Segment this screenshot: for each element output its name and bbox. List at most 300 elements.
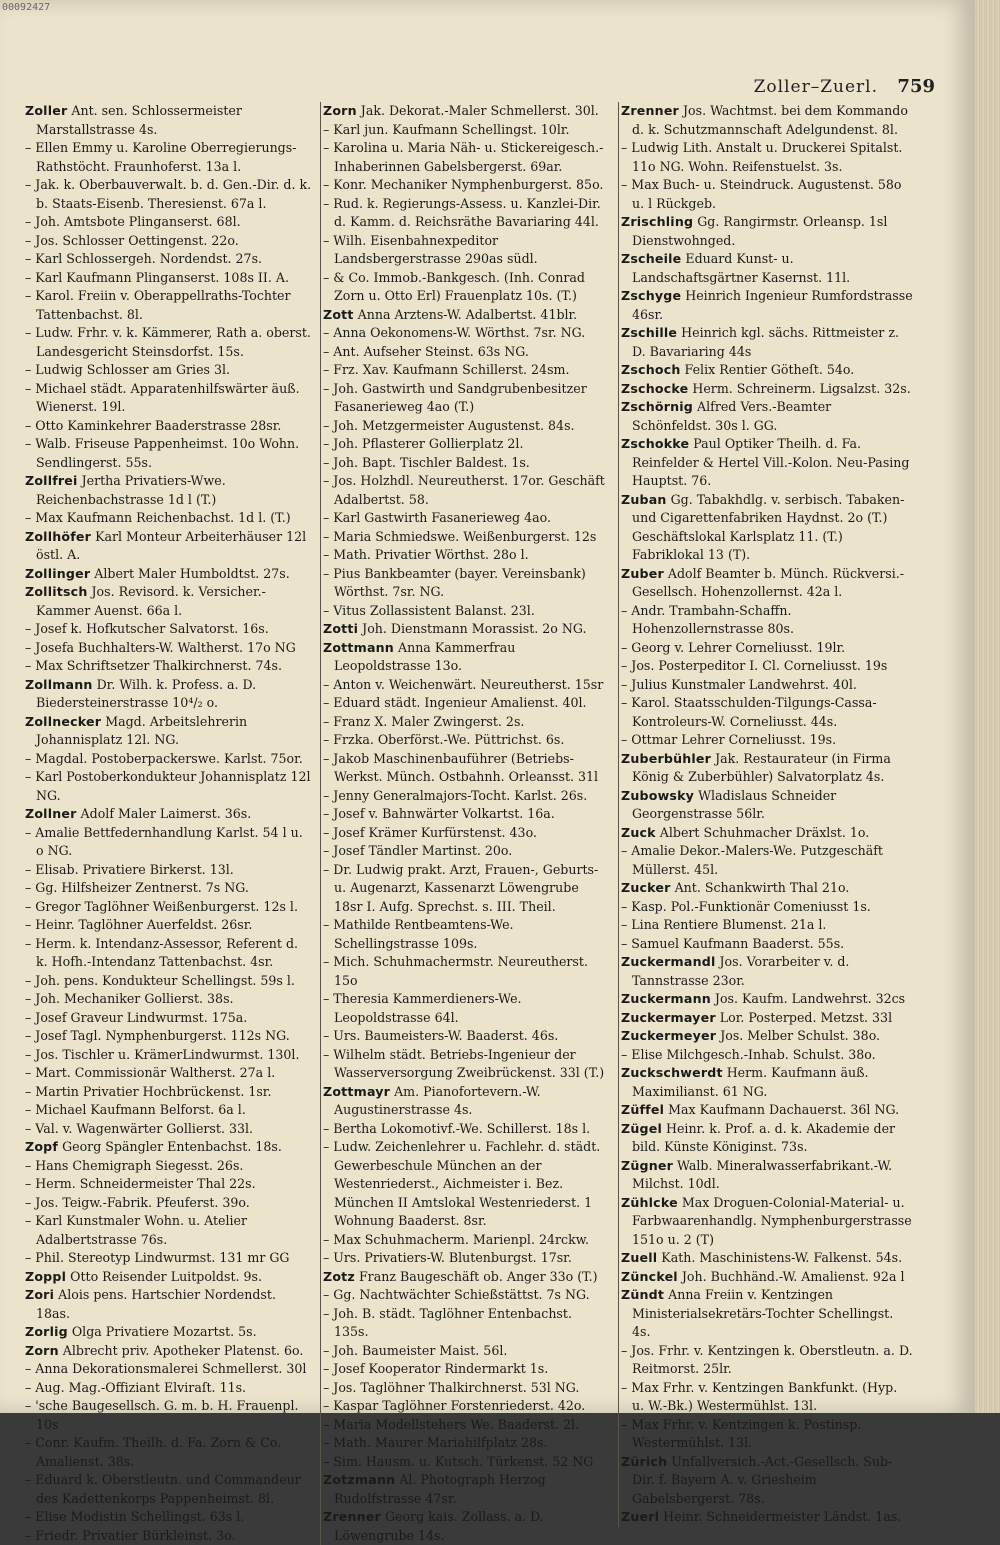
entry-text: – 'sche Baugesellsch. G. m. b. H. Frauenpl. 10s [25, 1398, 299, 1432]
entry-surname: Zollinger [25, 566, 90, 581]
directory-entry [621, 1453, 913, 1509]
entry-text: – & Co. Immob.-Bankgesch. (Inh. Conrad Zorn u. Otto Erl) Frauenplatz 10s. (T.) [323, 270, 585, 304]
entry-surname: Zollmann [25, 677, 93, 692]
entry-text: Gg. Tabakhdlg. v. serbisch. Tabaken- und Cigarettenfabriken Haydnst. 2o (T.) Geschäftslokal Karlsplatz 11. (T.) Fabriklokal 13 (T). [632, 492, 904, 563]
entry-surname: Zotti [323, 621, 358, 636]
directory-entry [323, 676, 610, 695]
directory-entry [323, 195, 610, 232]
directory-entry [621, 602, 913, 639]
entry-text: – Gg. Nachtwächter Schießstättst. 7s NG. [323, 1287, 590, 1302]
directory-entry [323, 916, 610, 953]
entry-text: – Joh. B. städt. Taglöhner Entenbachst. 135s. [323, 1306, 572, 1340]
directory-entry [25, 380, 313, 417]
entry-text: Anna Kammerfrau Leopoldstrasse 13o. [334, 640, 515, 674]
entry-text: – Magdal. Postoberpackerswe. Karlst. 75or. [25, 751, 303, 766]
directory-entry [25, 213, 313, 232]
entry-text: – Franz X. Maler Zwingerst. 2s. [323, 714, 524, 729]
directory-entry [621, 694, 913, 731]
entry-text: Alfred Vers.-Beamter Schönfeldst. 30s l. GG. [632, 399, 831, 433]
directory-entry [25, 509, 313, 528]
entry-surname: Züffel [621, 1102, 664, 1117]
directory-entry [621, 1064, 913, 1101]
entry-text: – Max Buch- u. Steindruck. Augustenst. 58o u. l Rückgeb. [621, 177, 901, 211]
entry-text: Heinr. Schneidermeister Ländst. 1as. [659, 1509, 901, 1524]
entry-text: – Andr. Trambahn-Schaffn. Hohenzollernstrasse 80s. [621, 603, 794, 637]
directory-entry [25, 1249, 313, 1268]
entry-surname: Zollnecker [25, 714, 101, 729]
directory-entry [621, 176, 913, 213]
directory-entry [621, 435, 913, 491]
directory-entry [621, 953, 913, 990]
directory-entry [25, 898, 313, 917]
entry-text: – Maria Modellstehers We. Baaderst. 2l. [323, 1417, 579, 1432]
entry-text: Jertha Privatiers-Wwe. Reichenbachstrasse 1d l (T.) [36, 473, 226, 507]
running-head: Zoller–Zuerl. [754, 77, 878, 97]
entry-text: Max Kaufmann Dachauerst. 36l NG. [664, 1102, 899, 1117]
entry-text: – Ant. Aufseher Steinst. 63s NG. [323, 344, 529, 359]
directory-entry [621, 287, 913, 324]
entry-text: – Amalie Bettfedernhandlung Karlst. 54 l u. o NG. [25, 825, 303, 859]
entry-text: Walb. Mineralwasserfabrikant.-W. Milchst. 10dl. [632, 1158, 892, 1192]
directory-entry [323, 472, 610, 509]
entry-surname: Zuban [621, 492, 667, 507]
entry-text: – Maria Schmiedswe. Weißenburgerst. 12s [323, 529, 596, 544]
entry-surname: Zottmayr [323, 1084, 390, 1099]
directory-entry [323, 1046, 610, 1083]
entry-surname: Zuckermeyer [621, 1028, 716, 1043]
directory-entry [323, 805, 610, 824]
directory-entry [25, 1527, 313, 1545]
entry-text: Jos. Revisord. k. Versicher.-Kammer Auenst. 66a l. [36, 584, 266, 618]
entry-text: – Joh. Pflasterer Gollierplatz 2l. [323, 436, 523, 451]
directory-entry [323, 1231, 610, 1250]
directory-entry [621, 935, 913, 954]
entry-text: – Urs. Baumeisters-W. Baaderst. 46s. [323, 1028, 558, 1043]
entry-text: Gg. Rangirmstr. Orleansp. 1sl Dienstwohnged. [632, 214, 887, 248]
entry-text: – Val. v. Wagenwärter Gollierst. 33l. [25, 1121, 253, 1136]
directory-entry [621, 824, 913, 843]
directory-entry [323, 620, 610, 639]
entry-text: – Wilh. Eisenbahnexpeditor Landsbergerstrasse 290as südl. [323, 233, 538, 267]
entry-surname: Zuckermandl [621, 954, 715, 969]
entry-text: – Karol. Freiin v. Oberappellraths-Tochter Tattenbachst. 8l. [25, 288, 291, 322]
directory-entry [323, 731, 610, 750]
entry-text: Wladislaus Schneider Georgenstrasse 56lr. [632, 788, 836, 822]
entry-text: – Max Frhr. v. Kentzingen k. Postinsp. Westermühlst. 13l. [621, 1417, 861, 1451]
directory-entry [323, 417, 610, 436]
directory-entry [25, 750, 313, 769]
entry-text: – Joh. Baumeister Maist. 56l. [323, 1343, 507, 1358]
directory-entry [323, 990, 610, 1027]
entry-text: – Ottmar Lehrer Corneliusst. 19s. [621, 732, 836, 747]
directory-entry [621, 990, 913, 1009]
directory-entry [323, 1434, 610, 1453]
directory-entry [25, 139, 313, 176]
entry-text: – Jakob Maschinenbauführer (Betriebs-Werkst. Münch. Ostbahnh. Orleansst. 31l [323, 751, 598, 785]
directory-entry [25, 990, 313, 1009]
entry-text: Franz Baugeschäft ob. Anger 33o (T.) [355, 1269, 598, 1284]
directory-entry [25, 102, 313, 139]
directory-entry [323, 713, 610, 732]
entry-text: Georg Spängler Entenbachst. 18s. [58, 1139, 282, 1154]
directory-entry [25, 1194, 313, 1213]
directory-entry [25, 972, 313, 991]
entry-text: Adolf Beamter b. Münch. Rückversi.-Gesellsch. Hohenzollernst. 42a l. [632, 566, 904, 600]
entry-text: Eduard Kunst- u. Landschaftsgärtner Kasernst. 11l. [632, 251, 850, 285]
entry-text: – Sim. Hausm. u. Kutsch. Türkenst. 52 NG [323, 1454, 593, 1469]
entry-text: – Karl Kunstmaler Wohn. u. Atelier Adalbertstrasse 76s. [25, 1213, 247, 1247]
directory-entry [323, 1268, 610, 1287]
directory-entry [25, 1138, 313, 1157]
entry-text: Albrecht priv. Apotheker Platenst. 6o. [59, 1343, 304, 1358]
directory-entry [25, 1379, 313, 1398]
directory-entry [25, 1286, 313, 1323]
directory-entry [323, 1305, 610, 1342]
directory-entry [323, 1508, 610, 1545]
entry-text: – Eduard k. Oberstleutn. und Commandeur des Kadettenkorps Pappenheimst. 8l. [25, 1472, 301, 1506]
entry-text: – Georg v. Lehrer Corneliusst. 19lr. [621, 640, 845, 655]
entry-text: – Urs. Privatiers-W. Blutenburgst. 17sr. [323, 1250, 572, 1265]
directory-entry [323, 546, 610, 565]
directory-entry [25, 1360, 313, 1379]
directory-entry [25, 250, 313, 269]
directory-entry [25, 824, 313, 861]
entry-text: Felix Rentier Götheſt. 54o. [681, 362, 855, 377]
directory-entry [25, 1101, 313, 1120]
entry-surname: Zürich [621, 1454, 667, 1469]
directory-entry [25, 1027, 313, 1046]
entry-text: – Josef Tändler Martinst. 20o. [323, 843, 512, 858]
directory-entry [25, 1342, 313, 1361]
directory-entry [25, 805, 313, 824]
entry-text: – Herm. k. Intendanz-Assessor, Referent d. k. Hofh.-Intendanz Tattenbachst. 4sr. [25, 936, 298, 970]
entry-text: – Frz. Xav. Kaufmann Schillerst. 24sm. [323, 362, 569, 377]
entry-surname: Zopf [25, 1139, 58, 1154]
entry-text: Dr. Wilh. k. Profess. a. D. Biedersteinerstrasse 10⁴/₂ o. [36, 677, 256, 711]
directory-entry [621, 491, 913, 565]
entry-surname: Zubowsky [621, 788, 694, 803]
entry-text: – Josef Graveur Lindwurmst. 175a. [25, 1010, 247, 1025]
directory-entry [323, 861, 610, 917]
directory-entry [25, 1397, 313, 1434]
directory-entry [25, 1471, 313, 1508]
entry-text: – Michael Kaufmann Belforst. 6a l. [25, 1102, 246, 1117]
directory-entry [621, 1286, 913, 1342]
entry-surname: Zuckermayer [621, 1010, 716, 1025]
entry-text: – Bertha Lokomotivf.-We. Schillerst. 18s l. [323, 1121, 590, 1136]
directory-entry [25, 1212, 313, 1249]
entry-text: Karl Monteur Arbeiterhäuser 12l östl. A. [36, 529, 306, 563]
entry-text: – Kaspar Taglöhner Forstenriederst. 42o. [323, 1398, 585, 1413]
directory-entry [621, 898, 913, 917]
entry-text: Jos. Kaufm. Landwehrst. 32cs [711, 991, 905, 1006]
entry-text: – Michael städt. Apparatenhilfswärter äuß. Wienerst. 19l. [25, 381, 300, 415]
entry-surname: Zühlcke [621, 1195, 678, 1210]
directory-entry [25, 176, 313, 213]
entry-text: Am. Pianofortevern.-W. Augustinerstrasse 4s. [334, 1084, 541, 1118]
entry-text: – Vitus Zollassistent Balanst. 23l. [323, 603, 535, 618]
entry-surname: Zuckermann [621, 991, 711, 1006]
entry-text: – Joh. Amtsbote Plinganserst. 68l. [25, 214, 241, 229]
directory-entry [323, 639, 610, 676]
entry-text: – Max Frhr. v. Kentzingen Bankfunkt. (Hyp. u. W.-Bk.) Westermühlst. 13l. [621, 1380, 897, 1414]
entry-text: – Elisab. Privatiere Birkerst. 13l. [25, 862, 234, 877]
directory-entry [323, 343, 610, 362]
entry-surname: Zollitsch [25, 584, 87, 599]
entry-text: Joh. Buchhänd.-W. Amalienst. 92a l [678, 1269, 905, 1284]
entry-text: – Elise Modistin Schellingst. 63s l. [25, 1509, 244, 1524]
entry-text: – Heinr. Taglöhner Auerfeldst. 26sr. [25, 917, 252, 932]
entry-surname: Zotz [323, 1269, 355, 1284]
entry-text: Georg kais. Zollass. a. D. Löwengrube 14s. [334, 1509, 544, 1543]
entry-text: Heinrich kgl. sächs. Rittmeister z. D. Bavariaring 44s [632, 325, 899, 359]
entry-text: – Lina Rentiere Blumenst. 21a l. [621, 917, 826, 932]
directory-entry [323, 565, 610, 602]
entry-surname: Zoppl [25, 1269, 66, 1284]
entry-text: – Jak. k. Oberbauverwalt. b. d. Gen.-Dir. d. k. b. Staats-Eisenb. Theresienst. 67a l. [25, 177, 311, 211]
entry-text: – Karl Schlossergeh. Nordendst. 27s. [25, 251, 262, 266]
directory-entry [25, 657, 313, 676]
entry-text: – Theresia Kammerdieners-We. Leopoldstrasse 64l. [323, 991, 522, 1025]
entry-text: – Gg. Hilfsheizer Zentnerst. 7s NG. [25, 880, 249, 895]
directory-entry [323, 1083, 610, 1120]
directory-entry [25, 269, 313, 288]
entry-text: – Herm. Schneidermeister Thal 22s. [25, 1176, 256, 1191]
directory-entry [25, 713, 313, 750]
directory-entry [25, 472, 313, 509]
entry-surname: Zuckschwerdt [621, 1065, 723, 1080]
entry-text: – Rud. k. Regierungs-Assess. u. Kanzlei-Dir. d. Kamm. d. Reichsräthe Bavariaring 44l. [323, 196, 601, 230]
directory-entry [621, 1416, 913, 1453]
entry-text: – Mart. Commissionär Waltherst. 27a l. [25, 1065, 275, 1080]
entry-text: Jos. Melber Schulst. 38o. [716, 1028, 880, 1043]
entry-text: – Konr. Mechaniker Nymphenburgerst. 85o. [323, 177, 603, 192]
entry-text: – Joh. pens. Kondukteur Schellingst. 59s l. [25, 973, 295, 988]
directory-entry [621, 1157, 913, 1194]
directory-entry [323, 1360, 610, 1379]
entry-surname: Zscheile [621, 251, 681, 266]
directory-entry [323, 176, 610, 195]
directory-entry [25, 1175, 313, 1194]
directory-entry [25, 417, 313, 436]
entry-surname: Zoller [25, 103, 67, 118]
directory-entry [621, 750, 913, 787]
entry-text: – Pius Bankbeamter (bayer. Vereinsbank) Wörthst. 7sr. NG. [323, 566, 586, 600]
directory-entry [323, 324, 610, 343]
directory-entry [25, 1120, 313, 1139]
directory-entry [25, 435, 313, 472]
entry-text: Jos. Vorarbeiter v. d. Tannstrasse 23or. [632, 954, 849, 988]
directory-entry [323, 953, 610, 990]
entry-text: – Joh. Bapt. Tischler Baldest. 1s. [323, 455, 530, 470]
directory-entry [323, 787, 610, 806]
entry-surname: Zschokke [621, 436, 689, 451]
entry-surname: Zünckel [621, 1269, 678, 1284]
entry-text: – Amalie Dekor.-Malers-We. Putzgeschäft Müllerst. 45l. [621, 843, 883, 877]
directory-entry [621, 657, 913, 676]
entry-text: Albert Maler Humboldtst. 27s. [90, 566, 289, 581]
entry-text: – Josef Krämer Kurfürstenst. 43o. [323, 825, 537, 840]
entry-surname: Zschoch [621, 362, 681, 377]
directory-entry [323, 1379, 610, 1398]
directory-entry [323, 1249, 610, 1268]
entry-surname: Zschille [621, 325, 677, 340]
entry-text: – Karol. Staatsschulden-Tilgungs-Cassa-Kontroleurs-W. Corneliusst. 44s. [621, 695, 877, 729]
directory-entry [25, 639, 313, 658]
entry-text: Kath. Maschinistens-W. Falkenst. 54s. [657, 1250, 902, 1265]
directory-entry [25, 861, 313, 880]
entry-text: – Karl Postoberkondukteur Johannisplatz 12l NG. [25, 769, 311, 803]
directory-entry [25, 676, 313, 713]
archive-corner-mark: 00092427 [2, 2, 50, 13]
entry-text: – Mathilde Rentbeamtens-We. Schellingstrasse 109s. [323, 917, 514, 951]
directory-entry [621, 676, 913, 695]
entry-text: – Otto Kaminkehrer Baaderstrasse 28sr. [25, 418, 281, 433]
entry-text: – Jos. Schlosser Oettingenst. 22o. [25, 233, 239, 248]
directory-entry [25, 1064, 313, 1083]
directory-entry [25, 620, 313, 639]
entry-text: Adolf Maler Laimerst. 36s. [77, 806, 252, 821]
directory-entry [621, 361, 913, 380]
page-number: 759 [897, 76, 935, 97]
entry-text: – Karl jun. Kaufmann Schellingst. 10lr. [323, 122, 570, 137]
directory-entry [25, 583, 313, 620]
entry-text: – Samuel Kaufmann Baaderst. 55s. [621, 936, 844, 951]
entry-text: – Friedr. Privatier Bürkleinst. 3o. [25, 1528, 236, 1543]
entry-text: – Karl Kaufmann Plinganserst. 108s II. A. [25, 270, 289, 285]
directory-entry [25, 324, 313, 361]
directory-entry [323, 1471, 610, 1508]
entry-surname: Zollfrei [25, 473, 78, 488]
entry-surname: Zschyge [621, 288, 681, 303]
directory-entry [323, 750, 610, 787]
entry-text: – Ludwig Lith. Anstalt u. Druckerei Spitalst. 11o NG. Wohn. Reifenstuelst. 3s. [621, 140, 902, 174]
column-2 [320, 102, 610, 1545]
entry-text: Heinrich Ingenieur Rumfordstrasse 46sr. [632, 288, 913, 322]
directory-entry [323, 306, 610, 325]
directory-entry [25, 361, 313, 380]
entry-surname: Zündt [621, 1287, 664, 1302]
directory-entry [25, 879, 313, 898]
directory-entry [323, 824, 610, 843]
directory-entry [323, 694, 610, 713]
entry-text: Ant. sen. Schlossermeister Marstallstrasse 4s. [36, 103, 242, 137]
entry-text: – Jos. Taglöhner Thalkirchnerst. 53l NG. [323, 1380, 579, 1395]
entry-text: Herm. Schreinerm. Ligsalzst. 32s. [688, 381, 910, 396]
entry-surname: Zottmann [323, 640, 394, 655]
entry-surname: Zott [323, 307, 354, 322]
entry-text: Jak. Restaurateur (in Firma König & Zuberbühler) Salvatorplatz 4s. [632, 751, 891, 785]
entry-text: – Joh. Metzgermeister Augustenst. 84s. [323, 418, 575, 433]
entry-text: Anna Arztens-W. Adalbertst. 41blr. [354, 307, 578, 322]
directory-entry [621, 380, 913, 399]
entry-text: – Max Schuhmacherm. Marienpl. 24rckw. [323, 1232, 589, 1247]
entry-text: – Jos. Teigw.-Fabrik. Pfeuferst. 39o. [25, 1195, 250, 1210]
column-1 [25, 102, 313, 1545]
directory-entry [621, 1009, 913, 1028]
entry-surname: Zügner [621, 1158, 673, 1173]
directory-entry [323, 139, 610, 176]
entry-text: Olga Privatiere Mozartst. 5s. [68, 1324, 257, 1339]
entry-text: – Wilhelm städt. Betriebs-Ingenieur der Wasserversorgung Zweibrückenst. 33l (T.) [323, 1047, 604, 1081]
entry-surname: Zorn [25, 1343, 59, 1358]
entry-text: – Hans Chemigraph Siegesst. 26s. [25, 1158, 243, 1173]
entry-text: – Jos. Posterpeditor I. Cl. Corneliusst. 19s [621, 658, 887, 673]
entry-text: – Jos. Tischler u. KrämerLindwurmst. 130l. [25, 1047, 299, 1062]
directory-entry [25, 1323, 313, 1342]
directory-entry [621, 731, 913, 750]
directory-entry [323, 842, 610, 861]
entry-surname: Zuell [621, 1250, 657, 1265]
directory-entry [621, 1046, 913, 1065]
directory-entry [621, 1508, 913, 1527]
entry-text: – Joh. Mechaniker Gollierst. 38s. [25, 991, 234, 1006]
entry-text: – Jenny Generalmajors-Tocht. Karlst. 26s. [323, 788, 587, 803]
directory-entry [323, 269, 610, 306]
directory-entry [621, 139, 913, 176]
directory-entry [25, 768, 313, 805]
entry-text: Unfallversich.-Act.-Gesellsch. Sub-Dir. f. Bayern A. v. Griesheim Gabelsbergerst. 78s. [632, 1454, 892, 1506]
entry-text: – Martin Privatier Hochbrückenst. 1sr. [25, 1084, 271, 1099]
directory-entry [25, 1157, 313, 1176]
entry-text: Otto Reisender Luitpoldst. 9s. [66, 1269, 262, 1284]
entry-text: Heinr. k. Prof. a. d. k. Akademie der bild. Künste Königinst. 73s. [632, 1121, 895, 1155]
entry-text: – Josef k. Hofkutscher Salvatorst. 16s. [25, 621, 269, 636]
directory-entry [25, 528, 313, 565]
directory-entry [323, 102, 610, 121]
entry-text: Al. Photograph Herzog Rudolfstrasse 47sr. [334, 1472, 546, 1506]
entry-text: – Phil. Stereotyp Lindwurmst. 131 mr GG [25, 1250, 289, 1265]
entry-text: – Max Schriftsetzer Thalkirchnerst. 74s. [25, 658, 282, 673]
entry-surname: Zorn [323, 103, 357, 118]
directory-entry [621, 213, 913, 250]
directory-entry [25, 1046, 313, 1065]
entry-text: – Ludw. Zeichenlehrer u. Fachlehr. d. städt. Gewerbeschule München an der Westenriederst., Aichmeister i. Bez. München II Amtslokal Westenriederst. 1 Wohnung Baaderst. 8sr. [323, 1139, 600, 1228]
directory-entry [25, 935, 313, 972]
directory-entry [621, 1379, 913, 1416]
entry-text: Magd. Arbeitslehrerin Johannisplatz 12l. NG. [36, 714, 247, 748]
entry-text: – Dr. Ludwig prakt. Arzt, Frauen-, Geburts- u. Augenarzt, Kassenarzt Löwengrube 18sr I. Aufg. Sprechst. s. III. Theil. [323, 862, 598, 914]
entry-text: – Conr. Kaufm. Theilh. d. Fa. Zorn & Co. Amalienst. 38s. [25, 1435, 281, 1469]
directory-entry [323, 361, 610, 380]
entry-text: Joh. Dienstmann Morassist. 2o NG. [358, 621, 586, 636]
entry-surname: Zollhöfer [25, 529, 91, 544]
entry-text: – Anna Dekorationsmalerei Schmellerst. 30l [25, 1361, 306, 1376]
entry-text: – Walb. Friseuse Pappenheimst. 10o Wohn. Sendlingerst. 55s. [25, 436, 299, 470]
entry-text: Lor. Posterped. Metzst. 33l [716, 1010, 892, 1025]
entry-text: – Anna Oekonomens-W. Wörthst. 7sr. NG. [323, 325, 585, 340]
entry-text: – Ludw. Frhr. v. k. Kämmerer, Rath a. oberst. Landesgericht Steinsdorfst. 15s. [25, 325, 311, 359]
directory-entry [25, 1009, 313, 1028]
directory-entry [323, 602, 610, 621]
entry-text: – Math. Privatier Wörthst. 28o l. [323, 547, 529, 562]
directory-entry [621, 1342, 913, 1379]
directory-entry [323, 435, 610, 454]
directory-entry [323, 1397, 610, 1416]
entry-text: Alois pens. Hartschier Nordendst. 18as. [36, 1287, 276, 1321]
entry-surname: Zrischling [621, 214, 693, 229]
column-3 [618, 102, 913, 1527]
entry-text: Herm. Kaufmann äuß. Maximilianst. 61 NG. [632, 1065, 869, 1099]
entry-text: Paul Optiker Theilh. d. Fa. Reinfelder & Hertel Vill.-Kolon. Neu-Pasing Hauptst. 76. [632, 436, 909, 488]
directory-entry [323, 1138, 610, 1231]
directory-entry [323, 1342, 610, 1361]
entry-surname: Zorlig [25, 1324, 68, 1339]
entry-surname: Zori [25, 1287, 54, 1302]
directory-entry [621, 324, 913, 361]
entry-text: – Math. Maurer Mariahilfplatz 28s. [323, 1435, 547, 1450]
entry-surname: Zrenner [621, 103, 679, 118]
